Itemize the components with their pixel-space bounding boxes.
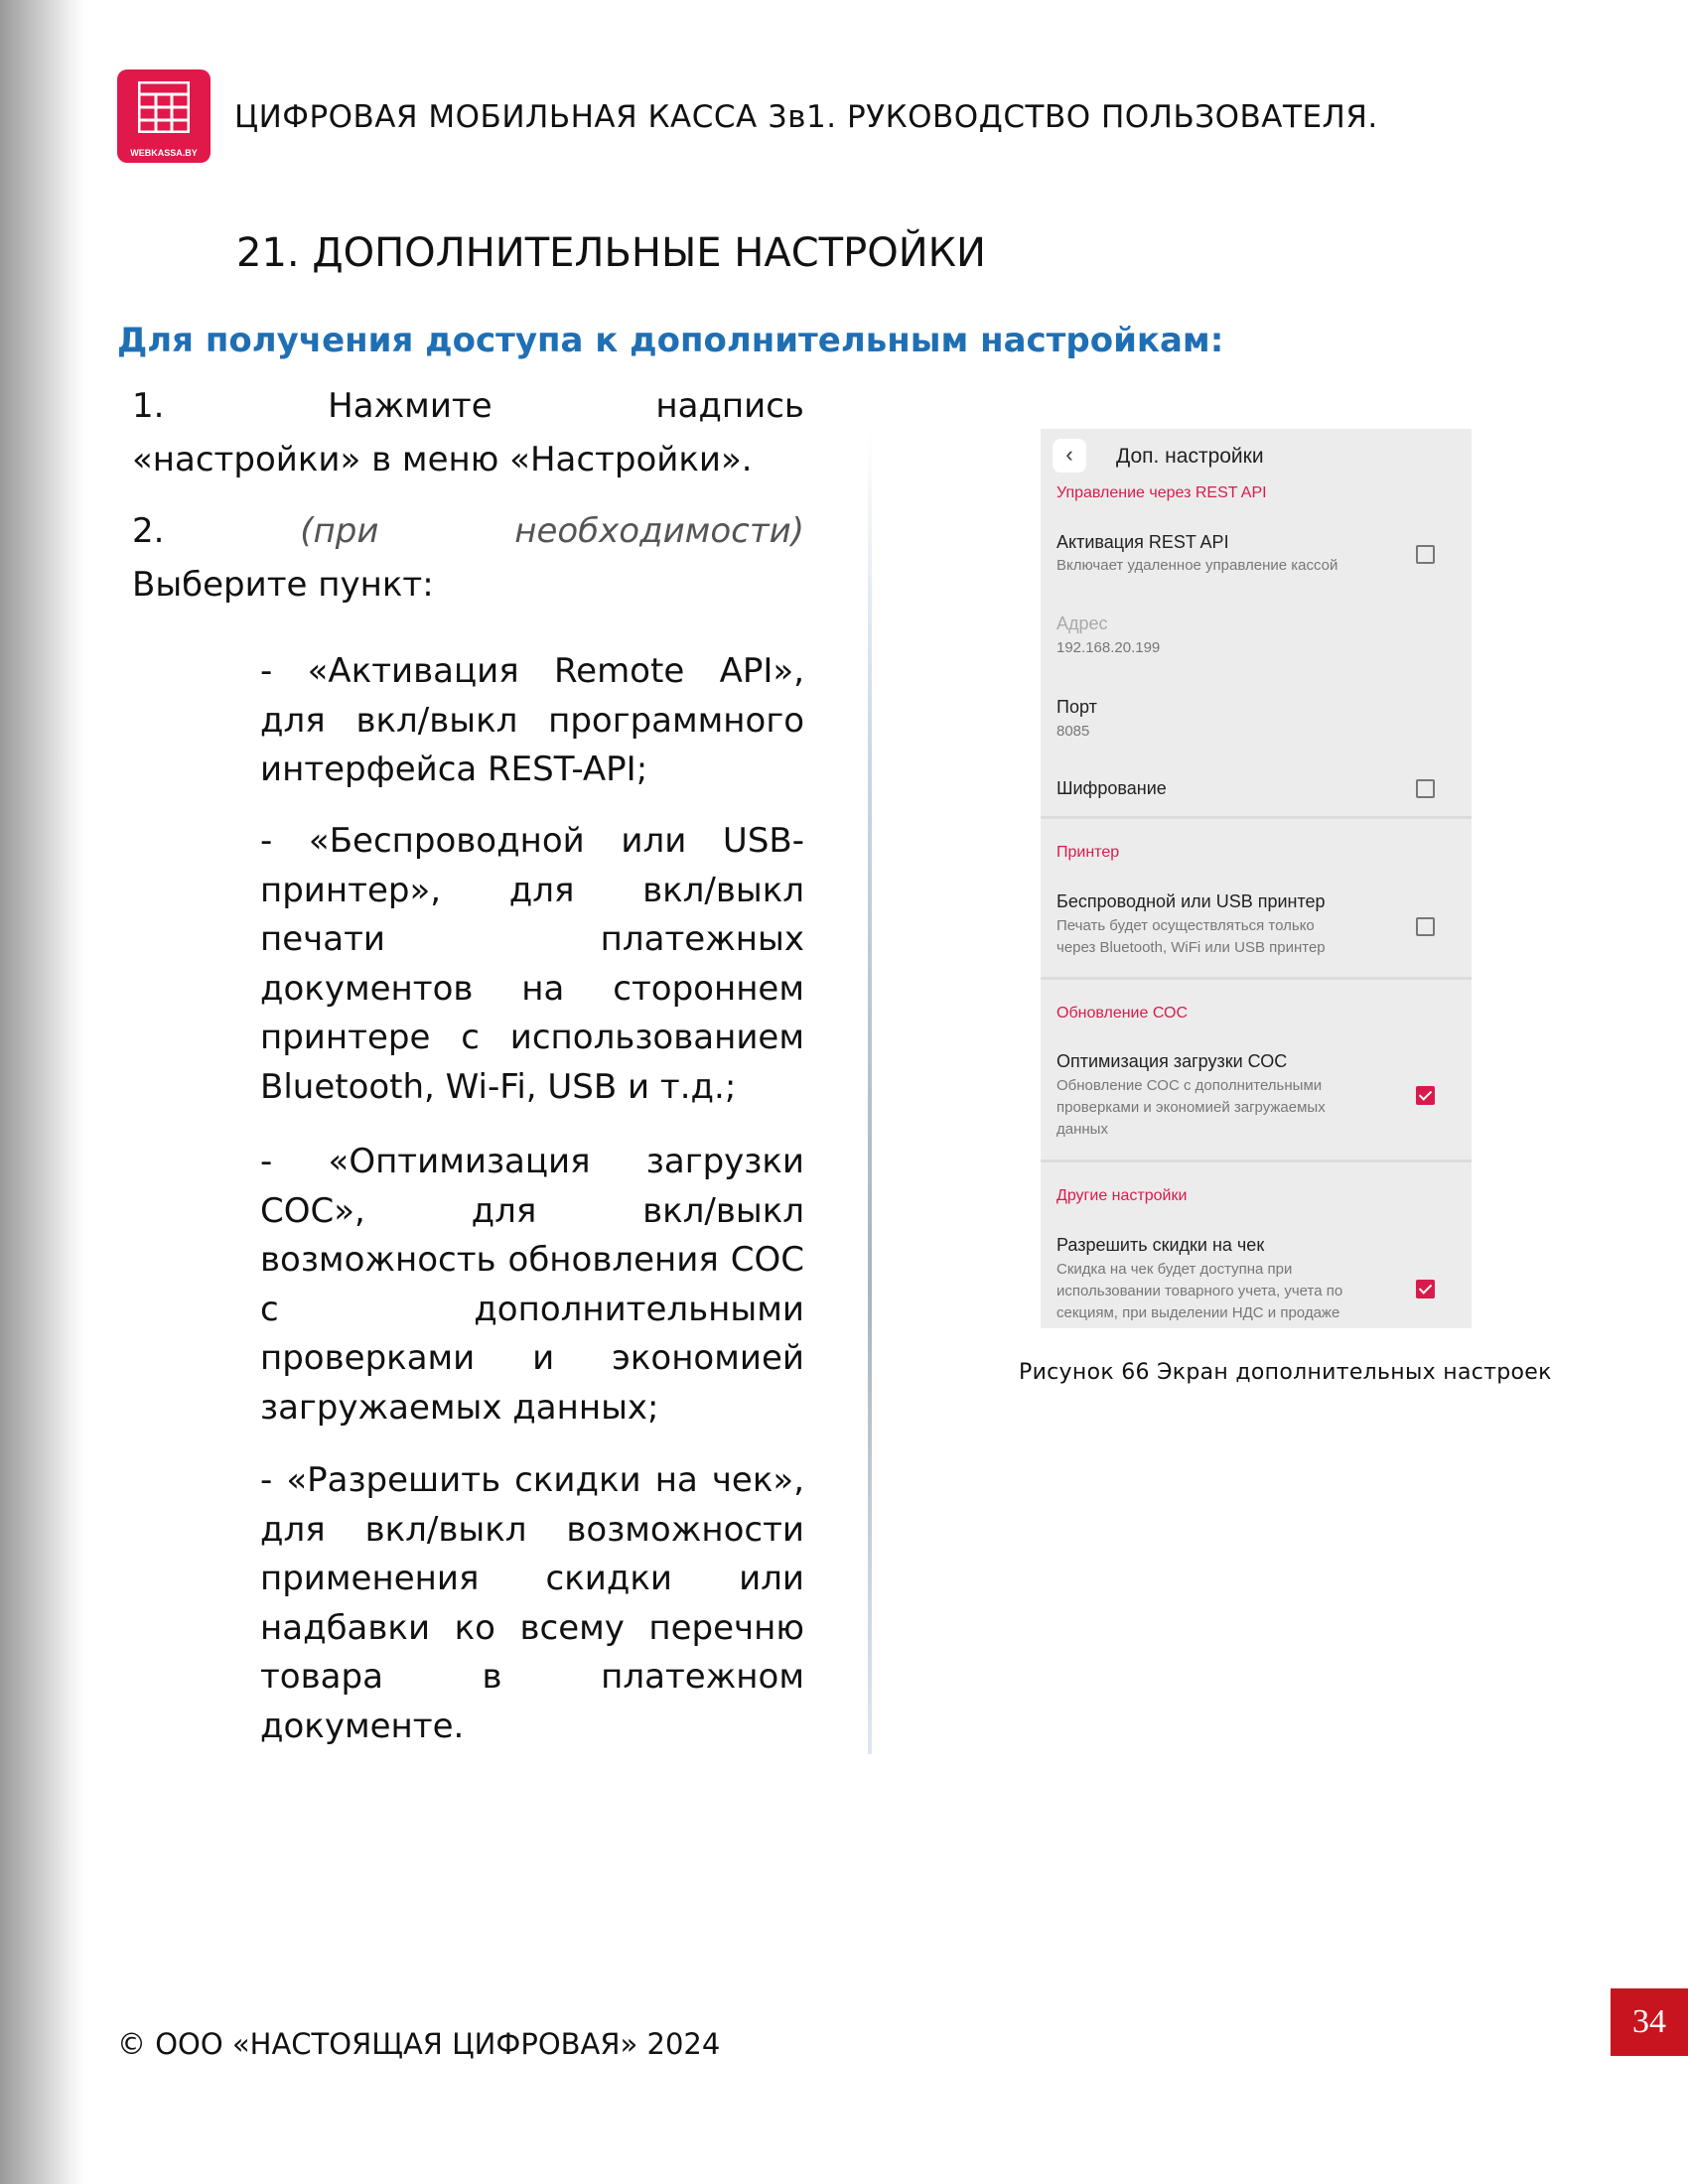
section-divider [1041,977,1472,980]
discount-sub-1: Скидка на чек будет доступна при [1056,1261,1293,1278]
footer-copyright: © ООО «НАСТОЯЩАЯ ЦИФРОВАЯ» 2024 [117,2027,721,2061]
step-word: необходимости) [514,511,804,551]
encryption-checkbox[interactable] [1416,779,1435,798]
section-rest-api: Управление через REST API [1056,484,1267,501]
bullet-printer: - «Беспроводной или USB-принтер», для вкл/выкл печати платежных документов на стороннем принтере с использованием Bluetooth, Wi-Fi, USB и т.д.; [260,821,804,1107]
discount-sub-3: секциям, при выделении НДС и продаже [1056,1304,1340,1321]
address-value: 192.168.20.199 [1056,639,1161,656]
section-sos: Обновление СОС [1056,1005,1189,1022]
printer-sub-2: через Bluetooth, WiFi или USB принтер [1056,939,1326,956]
sos-label: Оптимизация загрузки СОС [1056,1051,1288,1071]
section-divider [1041,816,1472,819]
discount-checkbox[interactable] [1416,1280,1435,1298]
column-divider [868,429,872,1754]
step-number: 2. [132,511,165,551]
printer-label: Беспроводной или USB принтер [1056,891,1326,911]
printer-sub-1: Печать будет осуществляться только [1056,917,1315,934]
section-title: 21. ДОПОЛНИТЕЛЬНЫЕ НАСТРОЙКИ [236,230,986,276]
bullet-sos: - «Оптимизация загрузки СОС», для вкл/выкл возможность обновления СОС с дополнительными проверками и экономией загружаемых данных; [260,1142,804,1428]
logo-text: WEBKASSA.BY [130,148,198,158]
page-edge-shadow [0,0,85,2184]
document-header-title: ЦИФРОВАЯ МОБИЛЬНАЯ КАССА 3в1. РУКОВОДСТВО ПОЛЬЗОВАТЕЛЯ. [234,99,1378,135]
step-word: надпись [655,386,804,426]
webkassa-logo [117,69,211,163]
figure-caption: Рисунок 66 Экран дополнительных настроек [1019,1360,1552,1385]
bullet-discount: - «Разрешить скидки на чек», для вкл/выкл возможности применения скидки или надбавки ко всему перечню товара в платежном документе. [260,1460,804,1746]
settings-screenshot [1041,429,1472,1328]
register-grid-icon [138,81,190,133]
sos-sub-3: данных [1056,1121,1108,1138]
discount-label: Разрешить скидки на чек [1056,1235,1265,1255]
screen-title: Доп. настройки [1116,445,1264,468]
rest-api-sub: Включает удаленное управление кассой [1056,557,1338,574]
step-word: Нажмите [328,386,492,426]
step-2 [132,504,804,612]
step-word: (при [300,511,379,551]
sos-sub-1: Обновление СОС с дополнительными [1056,1077,1323,1094]
page-number: 34 [1611,1988,1688,2056]
discount-sub-2: использовании товарного учета, учета по [1056,1283,1343,1299]
port-value: 8085 [1056,723,1090,740]
step-text: Выберите пункт: [132,565,434,605]
step-text: «настройки» в меню «Настройки». [132,440,753,479]
step-number: 1. [132,386,165,426]
bullet-rest-api: - «Активация Remote API», для вкл/выкл программного интерфейса REST-API; [260,651,804,789]
back-icon[interactable]: ‹ [1053,439,1086,473]
printer-checkbox[interactable] [1416,917,1435,936]
section-divider [1041,1160,1472,1162]
step-1 [132,379,804,486]
encryption-label: Шифрование [1056,778,1167,798]
sos-sub-2: проверками и экономией загружаемых [1056,1099,1326,1116]
port-label[interactable]: Порт [1056,697,1097,717]
section-other: Другие настройки [1056,1187,1188,1204]
sos-checkbox[interactable] [1416,1086,1435,1105]
section-printer: Принтер [1056,844,1120,861]
rest-api-label: Активация REST API [1056,532,1229,552]
address-label: Адрес [1056,614,1108,633]
rest-api-checkbox[interactable] [1416,545,1435,564]
intro-text: Для получения доступа к дополнительным настройкам: [117,321,1224,360]
